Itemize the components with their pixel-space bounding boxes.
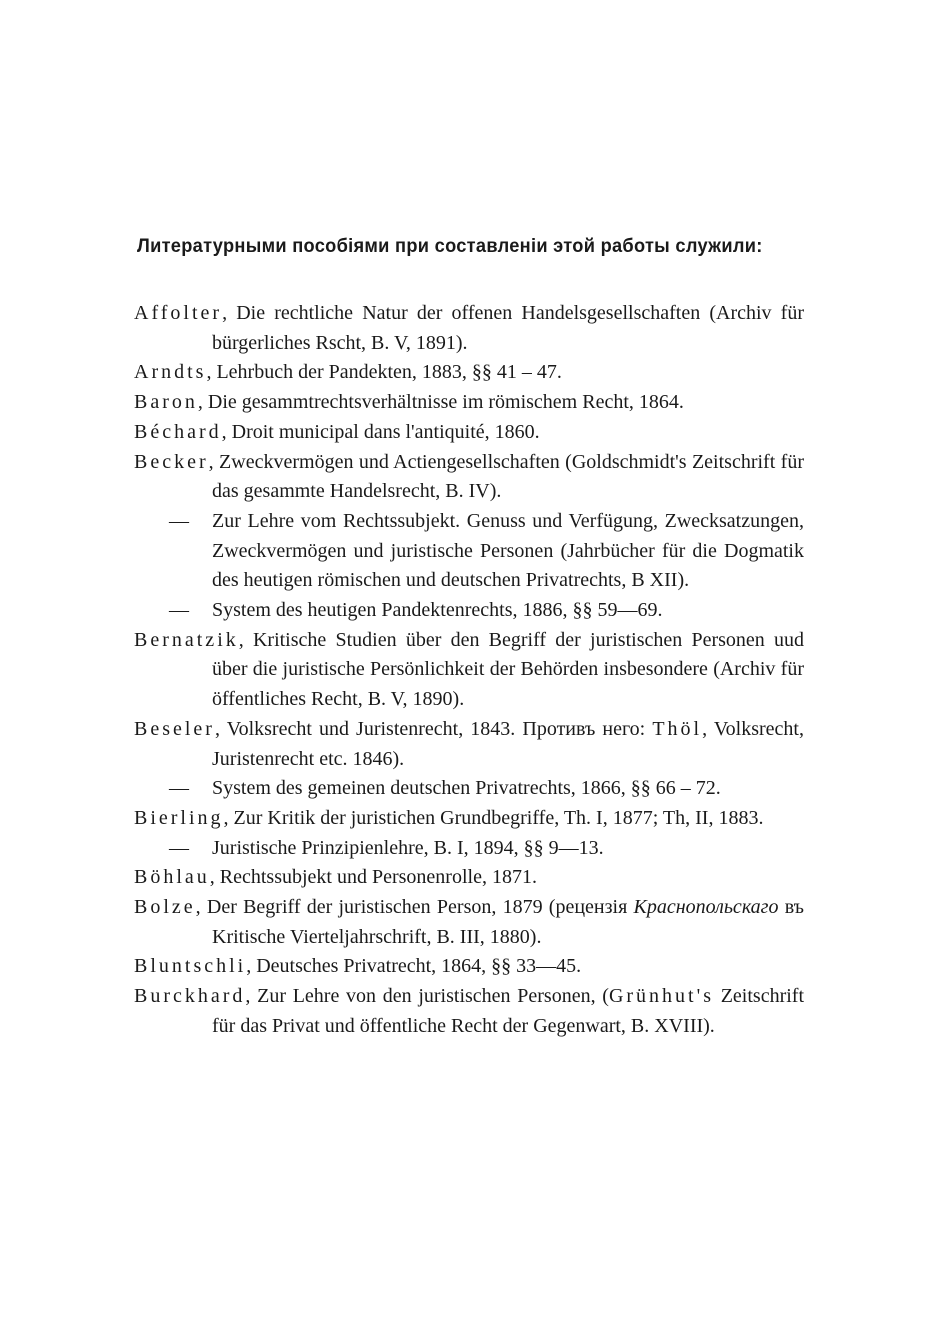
bib-entry — [134, 893, 804, 952]
bib-entry — [134, 982, 804, 1041]
bib-sub-entry — [134, 596, 804, 626]
author-name: Affolter — [134, 302, 223, 324]
author-name: Béchard — [134, 420, 222, 443]
entry-text: , Volksrecht und Juristenrecht, 1843. Противъ него: — [214, 717, 646, 740]
bib-sub-entry — [134, 834, 804, 864]
bib-entry — [134, 804, 804, 834]
entry-text: , Die gesammtrechtsverhältnisse im römischem Recht, 1864. — [197, 391, 684, 414]
entry-text: System des gemeinen deutschen Privatrechts, 1866, §§ 66 – 72. — [212, 777, 721, 800]
entry-text: , Droit municipal dans l'antiquité, 1860. — [221, 420, 540, 443]
author-name: Baron — [134, 391, 198, 414]
author-name: Becker — [134, 450, 209, 473]
ditto-dash: — — [169, 836, 189, 859]
author-name: Grünhut's — [608, 985, 714, 1008]
author-name: Bolze — [134, 896, 196, 919]
author-name: Bernatzik — [134, 628, 239, 651]
bib-entry — [134, 863, 804, 893]
bib-entry — [134, 626, 804, 715]
ditto-dash: — — [169, 599, 189, 622]
author-name: Arndts — [134, 361, 207, 384]
entry-text: , Volksrecht, Juristenrecht etc. 1846). — [212, 717, 804, 770]
bib-entry — [134, 715, 804, 774]
author-name: Burckhard — [134, 985, 246, 1008]
bib-sub-entry — [134, 774, 804, 804]
entry-text: , Der Begriff der juristischen Person, 1879 (рецензія — [195, 896, 628, 919]
ditto-dash: — — [169, 777, 189, 800]
author-name: Böhlau — [134, 866, 210, 889]
ditto-dash: — — [169, 509, 189, 532]
entry-text: Juristische Prinzipienlehre, B. I, 1894, §§ 9—13. — [212, 836, 604, 859]
entry-text: , Lehrbuch der Pandekten, 1883, §§ 41 – 47. — [206, 361, 562, 384]
entry-text: , Rechtssubjekt und Personenrolle, 1871. — [209, 866, 537, 889]
bibliography-list — [134, 299, 804, 1042]
author-name: Bierling — [134, 806, 224, 829]
entry-text: въ Kritische Vierteljahrschrift, B. III, 1880). — [212, 896, 805, 948]
entry-text: System des heutigen Pandektenrechts, 1886, §§ 59—69. — [212, 599, 663, 622]
author-name: Thöl — [652, 717, 703, 740]
entry-text: , Kritische Studien über den Begriff der juristischen Personen uud über die juristische Persönlichkeit der Behörden insbesondere (Archiv für öffentliches Recht, B. V, 1890). — [212, 628, 804, 711]
entry-text: , Die rechtliche Natur der offenen Handelsgesellschaften (Archiv für bürgerliches Rscht, B. V, 1891). — [212, 302, 804, 354]
page-heading: Литературными пособіями при составленіи этой работы служили: — [137, 236, 763, 257]
author-name: Beseler — [134, 717, 215, 740]
bib-entry — [134, 418, 804, 448]
bib-sub-entry — [134, 507, 804, 596]
bib-entry — [134, 952, 804, 982]
bib-entry — [134, 448, 804, 507]
entry-text: Zeitschrift für das Privat und öffentliche Recht der Gegenwart, B. XVIII). — [212, 985, 805, 1037]
entry-text: , Zur Lehre von den juristischen Personen, ( — [245, 985, 609, 1008]
bib-entry — [134, 388, 804, 418]
italic-name: Краснопольскаго — [633, 896, 779, 919]
entry-text: , Zweckvermögen und Actiengesellschaften (Goldschmidt's Zeitschrift für das gesammte Handelsrecht, B. IV). — [208, 450, 804, 503]
entry-text: , Zur Kritik der juristichen Grundbegriffe, Th. I, 1877; Th, II, 1883. — [223, 806, 764, 829]
entry-text: Zur Lehre vom Rechtssubjekt. Genuss und Verfügung, Zwecksatzungen, Zweckvermögen und juristische Personen (Jahrbücher für die Dogmatik des heutigen römischen und deutschen Privatrechts, B XII). — [212, 509, 804, 592]
bib-entry — [134, 299, 804, 358]
bib-entry — [134, 358, 804, 388]
entry-text: , Deutsches Privatrecht, 1864, §§ 33—45. — [246, 955, 582, 978]
author-name: Bluntschli — [134, 955, 247, 978]
